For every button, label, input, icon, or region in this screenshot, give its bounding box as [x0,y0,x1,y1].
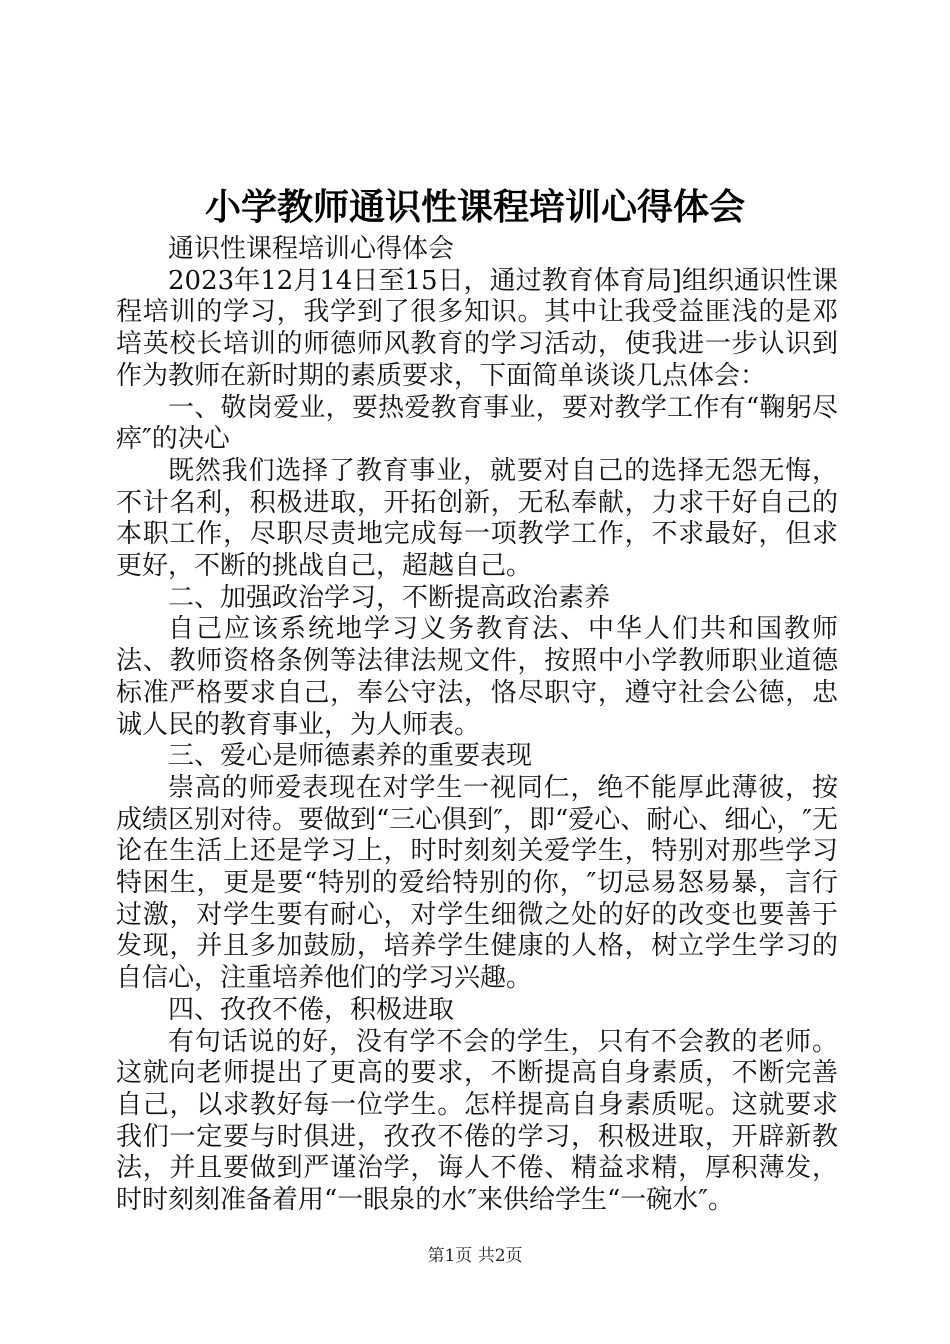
section-heading-2: 二、加强政治学习，不断提高政治素养 [168,582,611,613]
page-number-footer: 第1页 共2页 [427,1246,523,1266]
section-body-2: 自己应该系统地学习义务教育法、中华人们共和国教师法、教师资格条例等法律法规文件，按照中小学教师职业道德标准严格要求自己，奉公守法，恪尽职守，遵守社会公德，忠诚人民的教育事业，为人师表。 [116,614,838,740]
section-heading-1: 一、敬岗爱业，要热爱教育事业，要对教学工作有“鞠躬尽瘁″的决心 [116,392,838,455]
section-body-3: 崇高的师爱表现在对学生一视同仁，绝不能厚此薄彼，按成绩区别对待。要做到“三心俱到″，即“爱心、耐心、细心，″无论在生活上还是学习上，时时刻刻关爱学生，特别对那些学习特困生，更是要“特别的爱给特别的你，″切忌易怒易暴，言行过激，对学生要有耐心，对学生细微之处的好的改变也要善于发现，并且多加鼓励，培养学生健康的人格，树立学生学习的自信心，注重培养他们的学习兴趣。 [116,772,839,994]
subtitle-paragraph: 通识性课程培训心得体会 [168,234,455,264]
section-heading-4: 四、孜孜不倦，积极进取 [168,994,455,1025]
page-title: 小学教师通识性课程培训心得体会 [204,186,745,228]
section-heading-3: 三、爱心是师德素养的重要表现 [168,741,533,772]
intro-paragraph: 2023年12月14日至15日，通过教育体育局]组织通识性课程培训的学习，我学到了很多知识。其中让我受益匪浅的是邓培英校长培训的师德师风教育的学习活动，使我进一步认识到作为教师在新时期的素质要求，下面简单谈谈几点体会： [116,265,838,391]
section-body-1: 既然我们选择了教育事业，就要对自己的选择无怨无悔，不计名利，积极进取，开拓创新，无私奉献，力求干好自己的本职工作，尽职尽责地完成每一项教学工作，不求最好，但求更好，不断的挑战自己，超越自己。 [116,455,838,582]
document-body [116,234,838,1217]
section-body-4: 有句话说的好，没有学不会的学生，只有不会教的老师。这就向老师提出了更高的要求，不断提高自身素质，不断完善自己，以求教好每一位学生。怎样提高自身素质呢。这就要求我们一定要与时俱进，孜孜不倦的学习，积极进取，开辟新教法，并且要做到严谨治学，诲人不倦、精益求精，厚积薄发，时时刻刻准备着用“一眼泉的水″来供给学生“一碗水″。 [116,1026,838,1216]
